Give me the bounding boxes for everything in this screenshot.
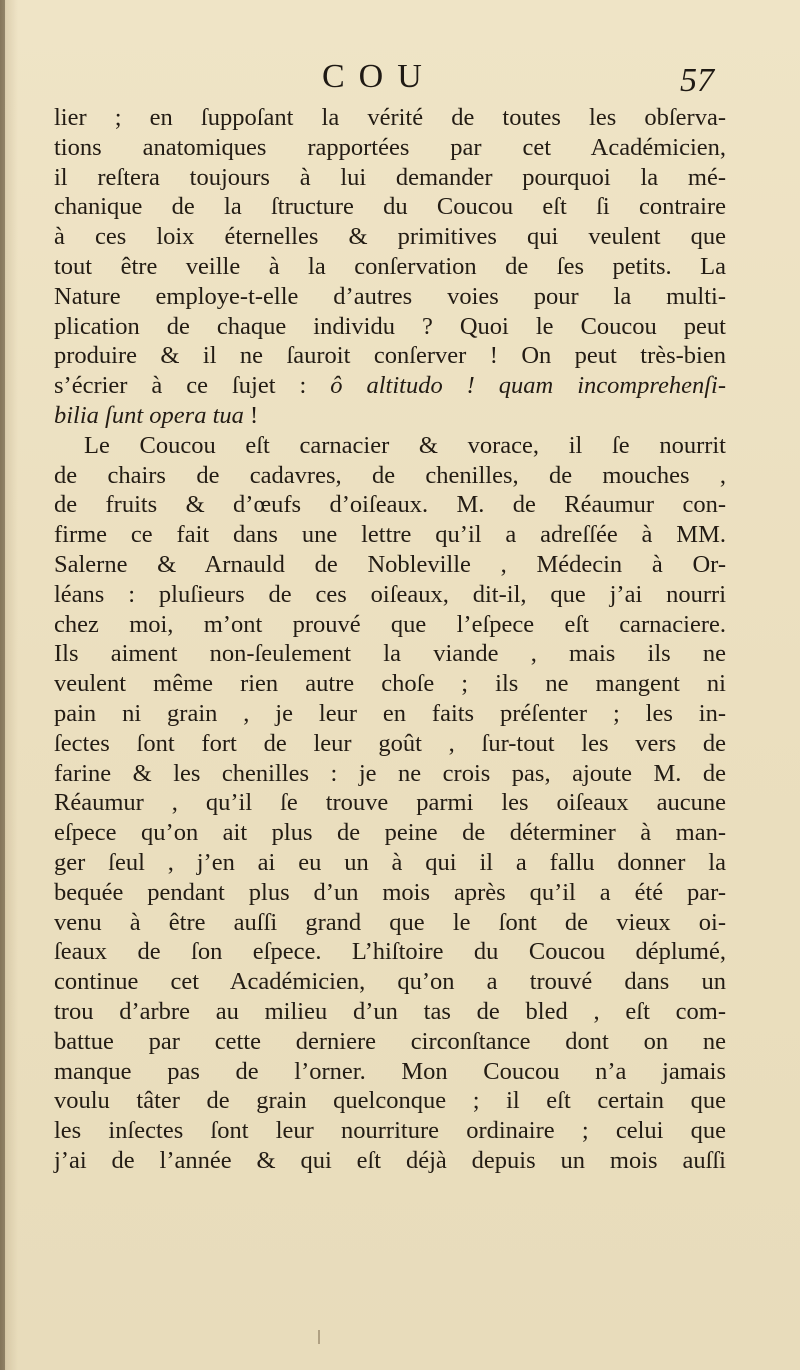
text-line: ſectes ſont fort de leur goût , ſur-tout les vers de [54, 729, 726, 757]
running-head-title: COU [322, 58, 436, 95]
text-line: chez moi, m’ont prouvé que l’eſpece eſt carnaciere. [54, 610, 726, 638]
text-line: trou d’arbre au milieu d’un tas de bled , eſt com- [54, 997, 726, 1025]
text-line: plication de chaque individu ? Quoi le Coucou peut [54, 312, 726, 340]
text-line: il reſtera toujours à lui demander pourquoi la mé- [54, 163, 726, 191]
text-line: ſeaux de ſon eſpece. L’hiſtoire du Coucou déplumé, [54, 938, 726, 966]
text-line: voulu tâter de grain quelconque ; il eſt certain que [54, 1087, 726, 1115]
text-line: Salerne & Arnauld de Nobleville , Médecin à Or- [54, 550, 726, 578]
text-line: de chairs de cadavres, de chenilles, de mouches , [54, 461, 726, 489]
text-line: veulent même rien autre choſe ; ils ne mangent ni [54, 670, 726, 698]
text-line: tout être veille à la conſervation de ſes petits. La [54, 252, 726, 280]
text-line: venu à être auſſi grand que le ſont de vieux oi- [54, 908, 726, 936]
paragraph-start-line: Le Coucou eſt carnacier & vorace, il ſe nourrit [84, 431, 726, 459]
text-line: firme ce fait dans une lettre qu’il a adreſſée à MM. [54, 521, 726, 549]
text-line: Réaumur , qu’il ſe trouve parmi les oiſeaux aucune [54, 789, 726, 817]
text-line: s’écrier à ce ſujet : ô altitudo ! quam incomprehenſi- [54, 372, 726, 400]
text-line: j’ai de l’année & qui eſt déjà depuis un mois auſſi [54, 1146, 726, 1174]
text-line: eſpece qu’on ait plus de peine de déterminer à man- [54, 819, 726, 847]
text-line: manque pas de l’orner. Mon Coucou n’a jamais [54, 1057, 726, 1085]
text-line: ger ſeul , j’en ai eu un à qui il a fallu donner la [54, 848, 726, 876]
text-line: chanique de la ſtructure du Coucou eſt ſi contraire [54, 193, 726, 221]
page-binding-edge [0, 0, 5, 1370]
latin-quote: ô altitudo ! quam incomprehenſi- [330, 372, 726, 400]
text-line: continue cet Académicien, qu’on a trouvé dans un [54, 968, 726, 996]
text-line: tions anatomiques rapportées par cet Académicien, [54, 133, 726, 161]
text-line: léans : pluſieurs de ces oiſeaux, dit-il, que j’ai nourri [54, 580, 726, 608]
text-line: produire & il ne ſauroit conſerver ! On peut très-bien [54, 342, 726, 370]
latin-quote: bilia ſunt opera tua [54, 401, 244, 429]
body-text [54, 103, 726, 1176]
text-line: pain ni grain , je leur en faits préſenter ; les in- [54, 699, 726, 727]
text-line: Ils aiment non-ſeulement la viande , mais ils ne [54, 640, 726, 668]
page-number: 57 [680, 62, 714, 99]
paper-speck [318, 1330, 320, 1344]
text-line: bilia ſunt opera tua ! [54, 401, 259, 429]
text-line: farine & les chenilles : je ne crois pas, ajoute M. de [54, 759, 726, 787]
text-line: lier ; en ſuppoſant la vérité de toutes les obſerva- [54, 104, 726, 131]
text-line: les inſectes ſont leur nourriture ordinaire ; celui que [54, 1117, 726, 1145]
text-line: bequée pendant plus d’un mois après qu’il a été par- [54, 878, 726, 906]
text-line: à ces loix éternelles & primitives qui veulent que [54, 223, 726, 251]
text-line: Nature employe-t-elle d’autres voies pour la multi- [54, 282, 726, 310]
text-line: battue par cette derniere circonſtance dont on ne [54, 1027, 726, 1055]
text-line: de fruits & d’œufs d’oiſeaux. M. de Réaumur con- [54, 491, 726, 519]
running-head [0, 58, 800, 102]
